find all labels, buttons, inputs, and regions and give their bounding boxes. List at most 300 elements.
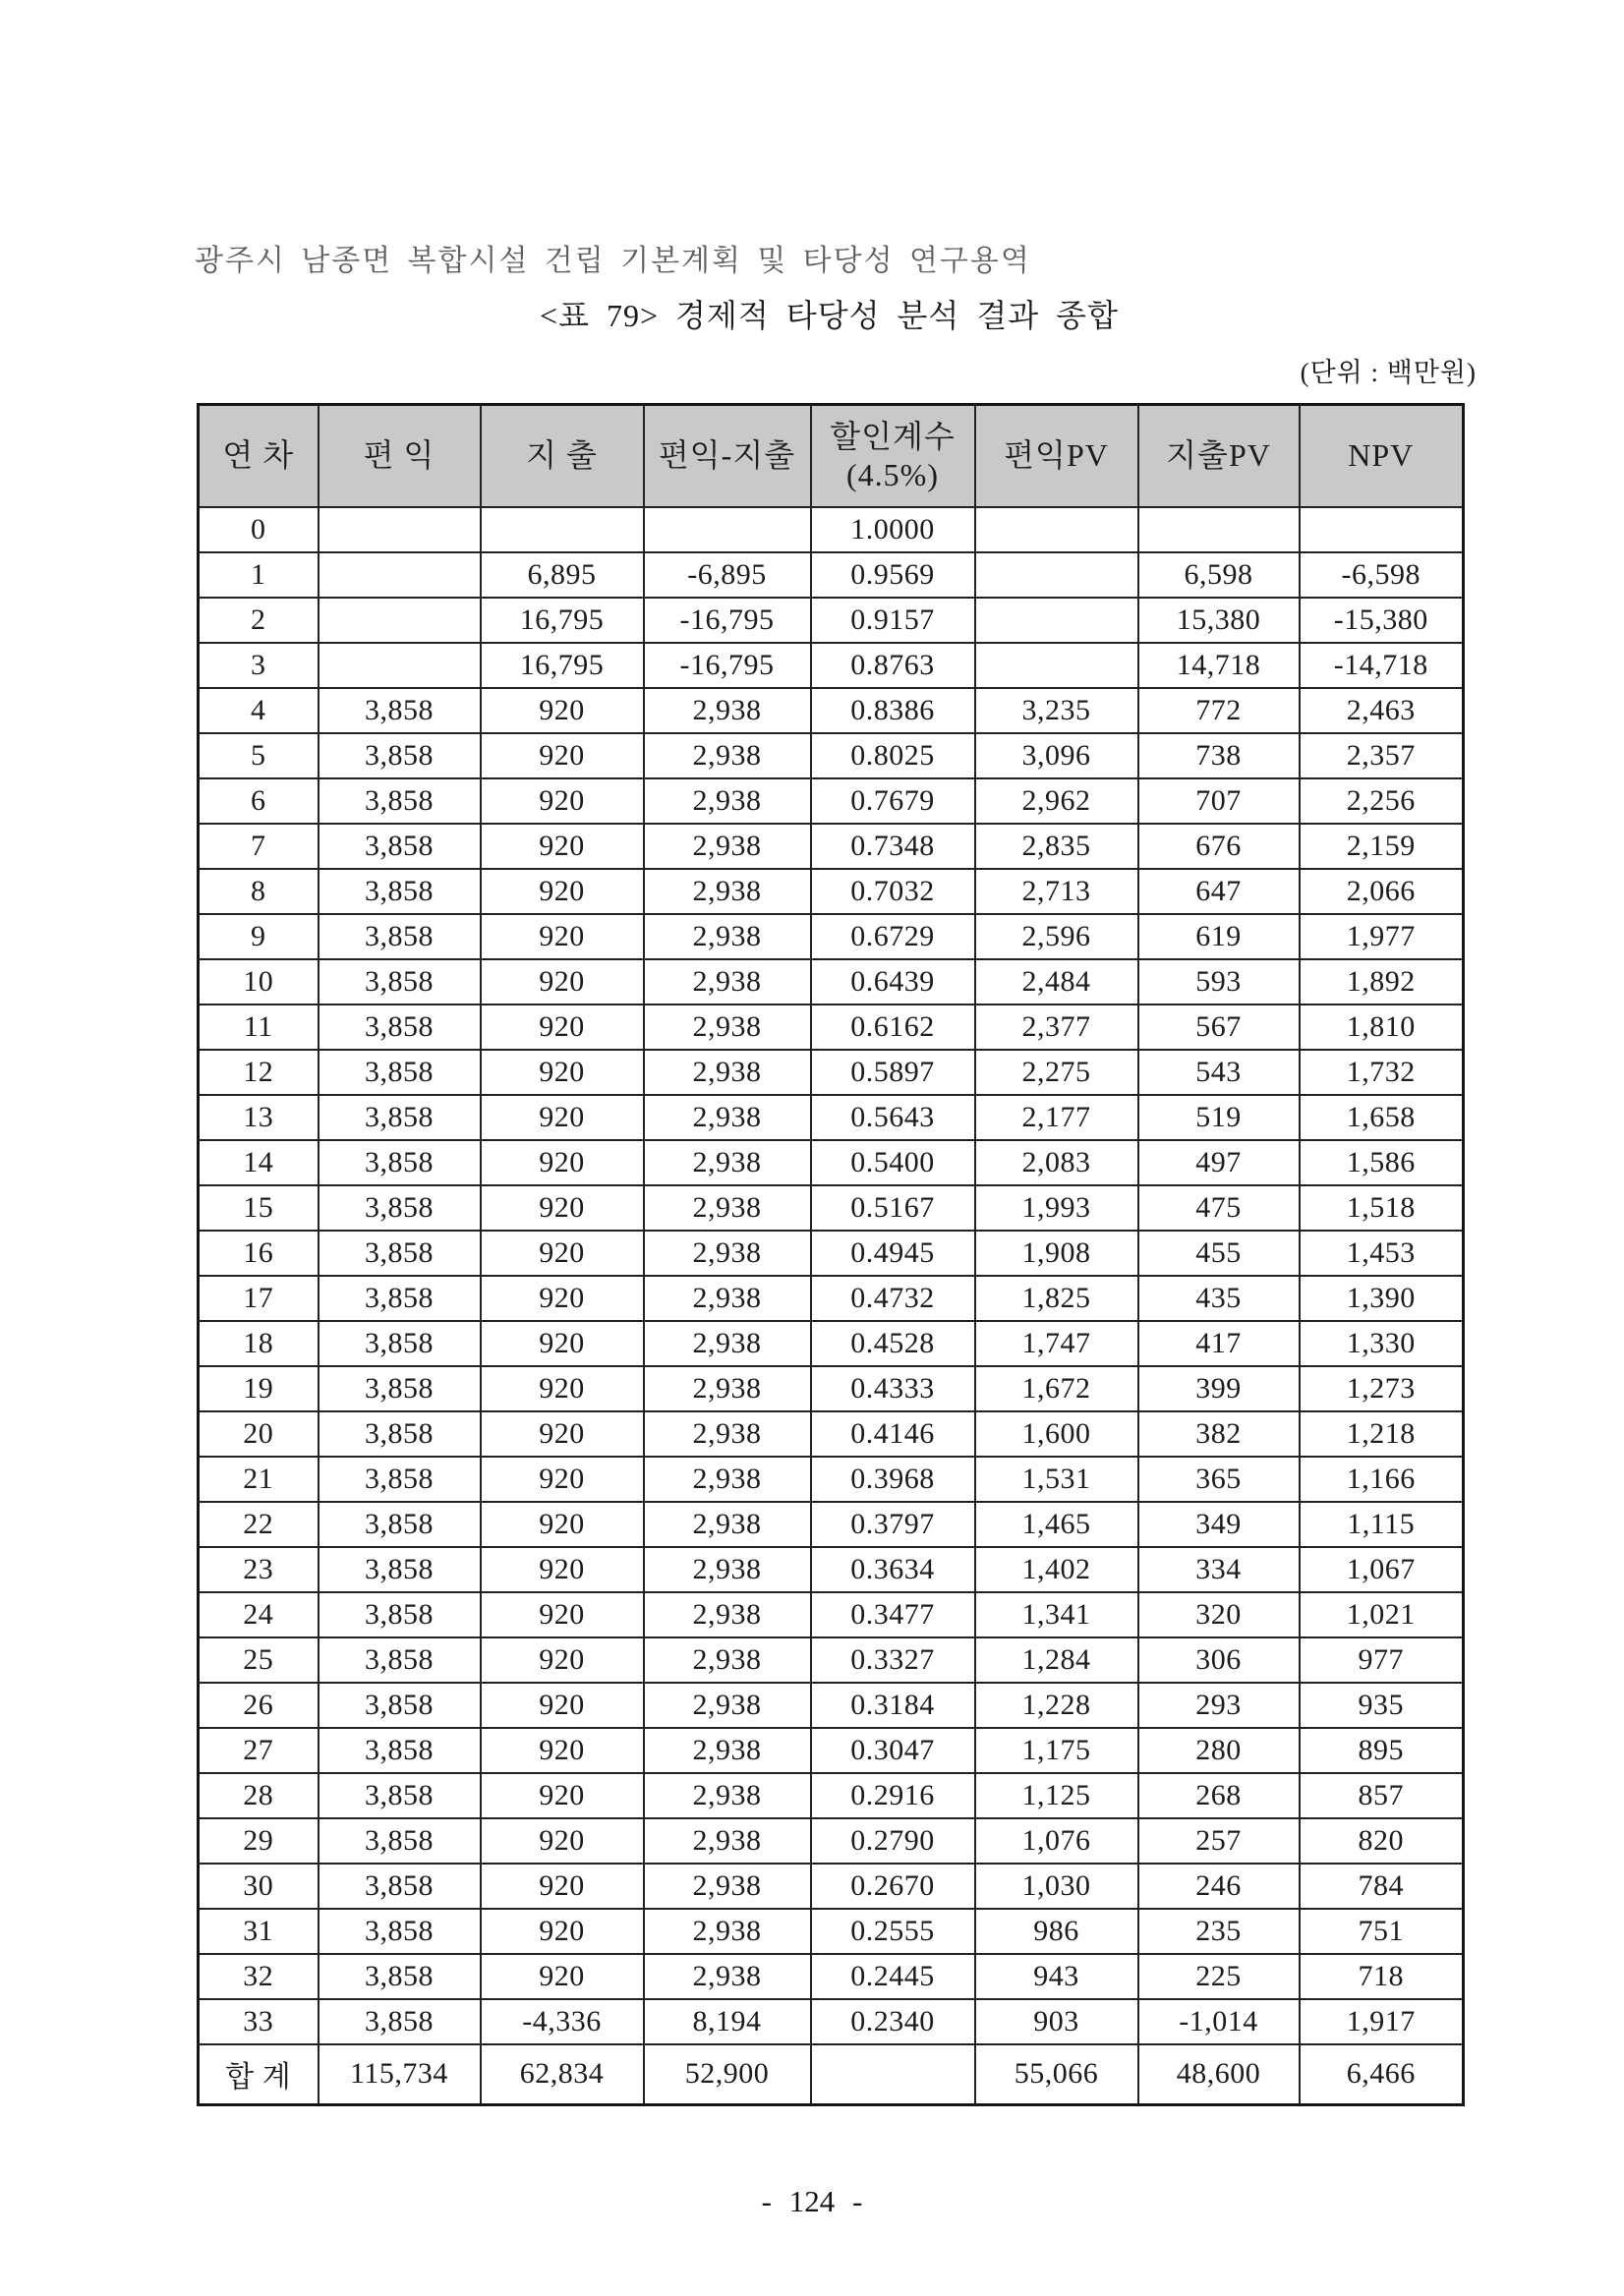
value-cell (1300, 507, 1464, 552)
year-cell: 20 (199, 1411, 319, 1457)
value-cell: 14,718 (1138, 643, 1300, 688)
table-row (199, 1050, 1464, 1095)
value-cell: 0.2555 (811, 1909, 975, 1954)
value-cell: 0.3797 (811, 1502, 975, 1547)
value-cell: 2,938 (644, 688, 811, 733)
table-row (199, 1366, 1464, 1411)
value-cell (319, 643, 481, 688)
year-cell: 3 (199, 643, 319, 688)
value-cell: 3,858 (319, 1728, 481, 1773)
header-row (199, 405, 1464, 507)
value-cell: 1,330 (1300, 1321, 1464, 1366)
value-cell: 1,021 (1300, 1592, 1464, 1637)
value-cell: 3,858 (319, 824, 481, 869)
value-cell: 3,858 (319, 1457, 481, 1502)
year-cell: 6 (199, 778, 319, 824)
value-cell: 935 (1300, 1683, 1464, 1728)
value-cell: 1,586 (1300, 1140, 1464, 1185)
table-row (199, 1140, 1464, 1185)
value-cell: 3,858 (319, 1999, 481, 2044)
value-cell: 1,030 (975, 1864, 1138, 1909)
value-cell: 920 (481, 1909, 644, 1954)
value-cell: 2,938 (644, 914, 811, 959)
value-cell: 920 (481, 1321, 644, 1366)
value-cell: 0.6162 (811, 1004, 975, 1050)
year-cell: 21 (199, 1457, 319, 1502)
value-cell: 593 (1138, 959, 1300, 1004)
year-cell: 2 (199, 598, 319, 643)
table-row (199, 1864, 1464, 1909)
value-cell: 2,938 (644, 869, 811, 914)
value-cell: 2,938 (644, 959, 811, 1004)
value-cell: 920 (481, 1185, 644, 1231)
value-cell: 2,938 (644, 824, 811, 869)
value-cell: 3,235 (975, 688, 1138, 733)
value-cell: 3,858 (319, 1683, 481, 1728)
value-cell: 3,858 (319, 1502, 481, 1547)
value-cell: 784 (1300, 1864, 1464, 1909)
value-cell: 15,380 (1138, 598, 1300, 643)
table-row (199, 959, 1464, 1004)
value-cell: 619 (1138, 914, 1300, 959)
value-cell: 3,858 (319, 778, 481, 824)
value-cell: 2,938 (644, 1818, 811, 1864)
value-cell: 3,858 (319, 1818, 481, 1864)
value-cell: 1,228 (975, 1683, 1138, 1728)
year-cell: 17 (199, 1276, 319, 1321)
value-cell: 0.2445 (811, 1954, 975, 1999)
value-cell: 1,125 (975, 1773, 1138, 1818)
value-cell: 920 (481, 914, 644, 959)
value-cell: -14,718 (1300, 643, 1464, 688)
unit-note: (단위 : 백만원) (1300, 358, 1477, 387)
value-cell: 1,067 (1300, 1547, 1464, 1592)
table-row (199, 643, 1464, 688)
value-cell: 1,076 (975, 1818, 1138, 1864)
value-cell: -4,336 (481, 1999, 644, 2044)
value-cell: 0.4732 (811, 1276, 975, 1321)
value-cell: 920 (481, 1773, 644, 1818)
value-cell (319, 507, 481, 552)
value-cell: 3,858 (319, 1185, 481, 1231)
value-cell: -6,895 (644, 552, 811, 598)
value-cell: 2,938 (644, 1457, 811, 1502)
value-cell: 920 (481, 1818, 644, 1864)
value-cell: 0.6729 (811, 914, 975, 959)
value-cell: 920 (481, 1954, 644, 1999)
value-cell: 3,858 (319, 1637, 481, 1683)
value-cell: 1,993 (975, 1185, 1138, 1231)
year-cell: 0 (199, 507, 319, 552)
value-cell: 977 (1300, 1637, 1464, 1683)
year-cell: 1 (199, 552, 319, 598)
value-cell: 2,938 (644, 1864, 811, 1909)
value-cell: 2,938 (644, 1321, 811, 1366)
value-cell: 920 (481, 1140, 644, 1185)
col-header-label: 편 익 (363, 437, 435, 474)
value-cell: 349 (1138, 1502, 1300, 1547)
value-cell: 1,747 (975, 1321, 1138, 1366)
value-cell: 1,672 (975, 1366, 1138, 1411)
year-cell: 11 (199, 1004, 319, 1050)
value-cell (975, 643, 1138, 688)
value-cell: 920 (481, 1411, 644, 1457)
value-cell: 365 (1138, 1457, 1300, 1502)
value-cell: 475 (1138, 1185, 1300, 1231)
value-cell: 920 (481, 869, 644, 914)
table-row (199, 1185, 1464, 1231)
value-cell: 268 (1138, 1773, 1300, 1818)
value-cell: 2,484 (975, 959, 1138, 1004)
value-cell: 772 (1138, 688, 1300, 733)
col-header-benefit (319, 405, 481, 507)
value-cell: 2,596 (975, 914, 1138, 959)
value-cell (1138, 507, 1300, 552)
value-cell: 2,938 (644, 1276, 811, 1321)
col-header-label: 편익-지출 (658, 437, 796, 474)
value-cell: 920 (481, 1004, 644, 1050)
value-cell: 3,858 (319, 914, 481, 959)
value-cell: 1.0000 (811, 507, 975, 552)
total-label-cell: 합 계 (199, 2044, 319, 2105)
summary-table (197, 403, 1465, 2106)
value-cell: 1,402 (975, 1547, 1138, 1592)
value-cell: 0.3968 (811, 1457, 975, 1502)
year-cell: 30 (199, 1864, 319, 1909)
table-body (199, 507, 1464, 2105)
value-cell: 920 (481, 688, 644, 733)
col-header-benefit-pv (975, 405, 1138, 507)
value-cell (319, 552, 481, 598)
value-cell: 0.5897 (811, 1050, 975, 1095)
value-cell: 0.8025 (811, 733, 975, 778)
value-cell: 519 (1138, 1095, 1300, 1140)
value-cell: 920 (481, 1366, 644, 1411)
value-cell (811, 2044, 975, 2105)
value-cell: 1,218 (1300, 1411, 1464, 1457)
value-cell: 455 (1138, 1231, 1300, 1276)
value-cell: 0.5167 (811, 1185, 975, 1231)
value-cell: 820 (1300, 1818, 1464, 1864)
table-row (199, 1954, 1464, 1999)
year-cell: 15 (199, 1185, 319, 1231)
value-cell: 435 (1138, 1276, 1300, 1321)
value-cell: 235 (1138, 1909, 1300, 1954)
value-cell: 3,858 (319, 1050, 481, 1095)
value-cell: -15,380 (1300, 598, 1464, 643)
table-row (199, 1276, 1464, 1321)
year-cell: 5 (199, 733, 319, 778)
value-cell: 707 (1138, 778, 1300, 824)
table-row (199, 1095, 1464, 1140)
year-cell: 10 (199, 959, 319, 1004)
table-row (199, 1231, 1464, 1276)
value-cell: 2,066 (1300, 869, 1464, 914)
value-cell: 0.3184 (811, 1683, 975, 1728)
value-cell: 246 (1138, 1864, 1300, 1909)
value-cell: 0.7348 (811, 824, 975, 869)
value-cell: 16,795 (481, 598, 644, 643)
value-cell: 920 (481, 1502, 644, 1547)
year-cell: 29 (199, 1818, 319, 1864)
value-cell: 920 (481, 1457, 644, 1502)
value-cell: 0.4528 (811, 1321, 975, 1366)
table-row (199, 1773, 1464, 1818)
value-cell: 920 (481, 1683, 644, 1728)
value-cell (975, 552, 1138, 598)
value-cell: 2,177 (975, 1095, 1138, 1140)
value-cell: 647 (1138, 869, 1300, 914)
value-cell: 2,835 (975, 824, 1138, 869)
col-header-label: 지출PV (1166, 437, 1271, 474)
value-cell: 0.3047 (811, 1728, 975, 1773)
value-cell: 3,858 (319, 1366, 481, 1411)
value-cell: 920 (481, 1050, 644, 1095)
year-cell: 16 (199, 1231, 319, 1276)
value-cell: 3,858 (319, 1864, 481, 1909)
value-cell: 0.9157 (811, 598, 975, 643)
value-cell (975, 507, 1138, 552)
value-cell: 3,858 (319, 869, 481, 914)
value-cell: 1,658 (1300, 1095, 1464, 1140)
doc-header: 광주시 남종면 복합시설 건립 기본계획 및 타당성 연구용역 (195, 245, 1031, 277)
value-cell: 3,858 (319, 1231, 481, 1276)
value-cell: 1,390 (1300, 1276, 1464, 1321)
value-cell: 3,858 (319, 1140, 481, 1185)
value-cell: 567 (1138, 1004, 1300, 1050)
value-cell: 1,453 (1300, 1231, 1464, 1276)
value-cell: 3,858 (319, 688, 481, 733)
value-cell: 920 (481, 1637, 644, 1683)
value-cell: 3,858 (319, 1095, 481, 1140)
table-row (199, 507, 1464, 552)
value-cell: 417 (1138, 1321, 1300, 1366)
value-cell: 920 (481, 1592, 644, 1637)
value-cell: 2,938 (644, 1773, 811, 1818)
year-cell: 25 (199, 1637, 319, 1683)
value-cell: 920 (481, 959, 644, 1004)
value-cell: 738 (1138, 733, 1300, 778)
value-cell: 0.3327 (811, 1637, 975, 1683)
value-cell: 0.8386 (811, 688, 975, 733)
value-cell: 3,858 (319, 1004, 481, 1050)
table-title: <표 79> 경제적 타당성 분석 결과 종합 (540, 298, 1119, 333)
value-cell: 676 (1138, 824, 1300, 869)
value-cell: 280 (1138, 1728, 1300, 1773)
value-cell: 543 (1138, 1050, 1300, 1095)
value-cell: 2,377 (975, 1004, 1138, 1050)
value-cell: 2,962 (975, 778, 1138, 824)
year-cell: 32 (199, 1954, 319, 1999)
value-cell: 0.4146 (811, 1411, 975, 1457)
value-cell: 1,825 (975, 1276, 1138, 1321)
value-cell: 6,895 (481, 552, 644, 598)
value-cell: 1,600 (975, 1411, 1138, 1457)
table-row (199, 552, 1464, 598)
value-cell: 1,341 (975, 1592, 1138, 1637)
value-cell: 2,938 (644, 1502, 811, 1547)
value-cell: 2,159 (1300, 824, 1464, 869)
table-row (199, 1728, 1464, 1773)
value-cell: 857 (1300, 1773, 1464, 1818)
value-cell: 920 (481, 1864, 644, 1909)
col-header-net (644, 405, 811, 507)
value-cell: 0.3634 (811, 1547, 975, 1592)
col-header-expense-pv (1138, 405, 1300, 507)
value-cell: 2,256 (1300, 778, 1464, 824)
value-cell: 293 (1138, 1683, 1300, 1728)
col-header-label: 지 출 (526, 437, 598, 474)
table-row (199, 778, 1464, 824)
value-cell: 0.2916 (811, 1773, 975, 1818)
value-cell: 2,938 (644, 1728, 811, 1773)
value-cell: 0.5643 (811, 1095, 975, 1140)
value-cell: 257 (1138, 1818, 1300, 1864)
year-cell: 14 (199, 1140, 319, 1185)
value-cell: 2,938 (644, 1140, 811, 1185)
value-cell: 1,284 (975, 1637, 1138, 1683)
value-cell: 3,858 (319, 1321, 481, 1366)
value-cell: 62,834 (481, 2044, 644, 2105)
year-cell: 8 (199, 869, 319, 914)
value-cell: -16,795 (644, 643, 811, 688)
value-cell: 497 (1138, 1140, 1300, 1185)
value-cell: 3,858 (319, 1411, 481, 1457)
value-cell: 306 (1138, 1637, 1300, 1683)
value-cell: 920 (481, 1231, 644, 1276)
year-cell: 24 (199, 1592, 319, 1637)
value-cell: 920 (481, 1547, 644, 1592)
value-cell: 2,938 (644, 1547, 811, 1592)
year-cell: 28 (199, 1773, 319, 1818)
value-cell: 718 (1300, 1954, 1464, 1999)
value-cell: 2,713 (975, 869, 1138, 914)
value-cell: 3,858 (319, 959, 481, 1004)
value-cell: 2,938 (644, 1050, 811, 1095)
value-cell: 1,273 (1300, 1366, 1464, 1411)
value-cell: 225 (1138, 1954, 1300, 1999)
value-cell: 751 (1300, 1909, 1464, 1954)
value-cell: 334 (1138, 1547, 1300, 1592)
value-cell: 2,938 (644, 1683, 811, 1728)
value-cell: 6,598 (1138, 552, 1300, 598)
page-number: - 124 - (761, 2184, 863, 2218)
value-cell: 0.3477 (811, 1592, 975, 1637)
value-cell: 1,892 (1300, 959, 1464, 1004)
value-cell: 320 (1138, 1592, 1300, 1637)
value-cell: 1,917 (1300, 1999, 1464, 2044)
year-cell: 27 (199, 1728, 319, 1773)
year-cell: 4 (199, 688, 319, 733)
value-cell: -6,598 (1300, 552, 1464, 598)
value-cell: 1,732 (1300, 1050, 1464, 1095)
col-header-year (199, 405, 319, 507)
col-header-npv (1300, 405, 1464, 507)
value-cell: 399 (1138, 1366, 1300, 1411)
table-row (199, 1502, 1464, 1547)
value-cell: 2,463 (1300, 688, 1464, 733)
table-row (199, 1592, 1464, 1637)
table-row (199, 688, 1464, 733)
year-cell: 12 (199, 1050, 319, 1095)
value-cell: -16,795 (644, 598, 811, 643)
value-cell: 1,175 (975, 1728, 1138, 1773)
value-cell: 920 (481, 778, 644, 824)
value-cell (975, 598, 1138, 643)
value-cell: 943 (975, 1954, 1138, 1999)
value-cell: 2,083 (975, 1140, 1138, 1185)
value-cell: 52,900 (644, 2044, 811, 2105)
value-cell: 2,938 (644, 1185, 811, 1231)
value-cell (644, 507, 811, 552)
value-cell: 2,938 (644, 1095, 811, 1140)
value-cell (481, 507, 644, 552)
total-row (199, 2044, 1464, 2105)
value-cell: 2,938 (644, 1637, 811, 1683)
col-header-discount (811, 405, 975, 507)
value-cell: 0.2790 (811, 1818, 975, 1864)
value-cell: 1,908 (975, 1231, 1138, 1276)
value-cell: 55,066 (975, 2044, 1138, 2105)
value-cell: 0.7032 (811, 869, 975, 914)
value-cell (319, 598, 481, 643)
value-cell: 6,466 (1300, 2044, 1464, 2105)
year-cell: 18 (199, 1321, 319, 1366)
table-row (199, 1004, 1464, 1050)
value-cell: 0.7679 (811, 778, 975, 824)
value-cell: 2,275 (975, 1050, 1138, 1095)
value-cell: 920 (481, 733, 644, 778)
col-header-expense (481, 405, 644, 507)
value-cell: 920 (481, 1095, 644, 1140)
value-cell: 986 (975, 1909, 1138, 1954)
year-cell: 19 (199, 1366, 319, 1411)
table-row (199, 1411, 1464, 1457)
table-row (199, 1683, 1464, 1728)
year-cell: 23 (199, 1547, 319, 1592)
value-cell: 3,858 (319, 1909, 481, 1954)
col-header-label: 할인계수 (830, 418, 956, 454)
value-cell: 3,858 (319, 1954, 481, 1999)
table-row (199, 869, 1464, 914)
value-cell: 0.4945 (811, 1231, 975, 1276)
year-cell: 22 (199, 1502, 319, 1547)
value-cell: 0.4333 (811, 1366, 975, 1411)
table-row (199, 733, 1464, 778)
value-cell: 3,096 (975, 733, 1138, 778)
col-header-label: 연 차 (222, 437, 295, 474)
value-cell: 920 (481, 824, 644, 869)
table-row (199, 1909, 1464, 1954)
value-cell: 2,938 (644, 1004, 811, 1050)
table-row (199, 1457, 1464, 1502)
value-cell: 1,531 (975, 1457, 1138, 1502)
year-cell: 31 (199, 1909, 319, 1954)
value-cell: 0.2340 (811, 1999, 975, 2044)
value-cell: 1,810 (1300, 1004, 1464, 1050)
col-header-label: NPV (1348, 437, 1415, 474)
year-cell: 9 (199, 914, 319, 959)
value-cell: 2,938 (644, 1411, 811, 1457)
table-row (199, 1818, 1464, 1864)
value-cell: -1,014 (1138, 1999, 1300, 2044)
value-cell: 2,938 (644, 1909, 811, 1954)
value-cell: 920 (481, 1728, 644, 1773)
value-cell: 2,938 (644, 1592, 811, 1637)
value-cell: 903 (975, 1999, 1138, 2044)
value-cell: 920 (481, 1276, 644, 1321)
value-cell: 3,858 (319, 1592, 481, 1637)
